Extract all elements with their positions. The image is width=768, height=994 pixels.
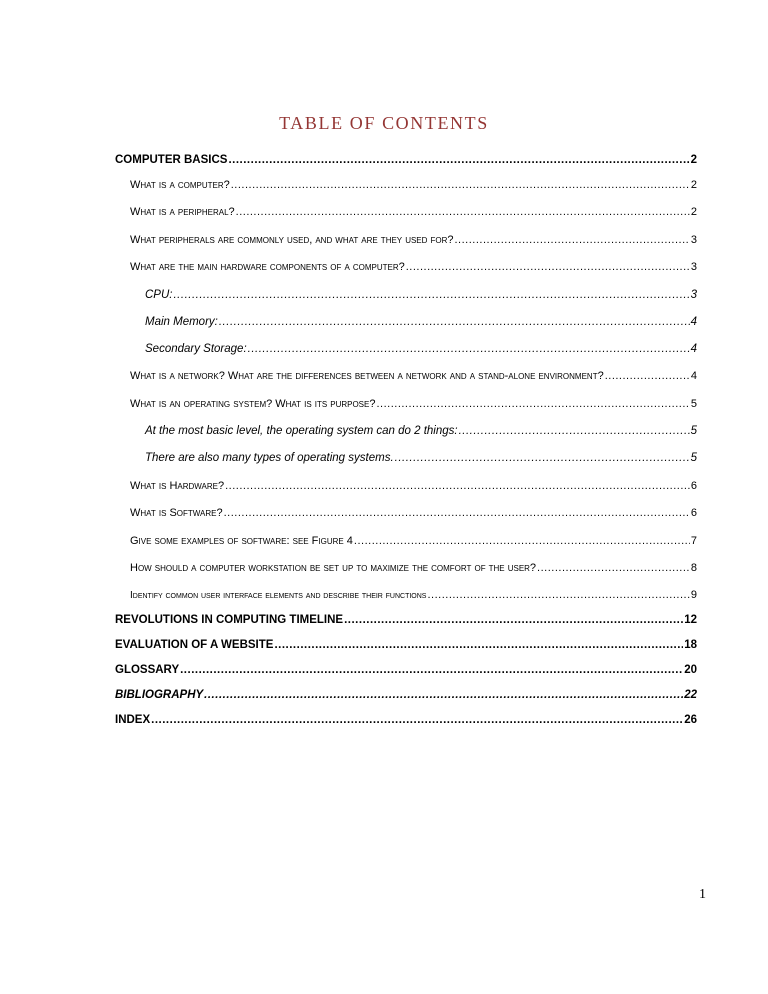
toc-entry-label: Main Memory: [145, 316, 218, 328]
toc-entry-label: Identify common user interface elements and describe their functions [130, 590, 427, 601]
toc-entry-label: CPU: [145, 289, 173, 301]
toc-entry-page: 18 [684, 639, 697, 651]
toc-entry-label: Secondary Storage: [145, 343, 247, 355]
dot-leader [406, 261, 690, 273]
toc-entry-label: What are the main hardware components of a computer? [130, 261, 405, 273]
toc-entry-label: What is a peripheral? [130, 206, 235, 218]
toc-entry-page: 20 [684, 664, 697, 676]
toc-entry-label: What is an operating system? What is its purpose? [130, 398, 376, 410]
dot-leader [248, 343, 690, 355]
toc-entry-label: COMPUTER BASICS [115, 154, 228, 166]
toc-entry-revolutions-timeline[interactable] [115, 614, 697, 626]
page-number: 1 [699, 887, 706, 902]
toc-entry-software[interactable] [130, 507, 697, 519]
dot-leader [204, 689, 683, 701]
toc-entry-page: 3 [690, 234, 697, 246]
dot-leader [344, 614, 683, 626]
toc-entry-hardware[interactable] [130, 480, 697, 492]
dot-leader [605, 370, 690, 382]
toc-entry-computer-basics[interactable] [115, 154, 697, 166]
dot-leader [455, 234, 690, 246]
toc-entry-page: 4 [690, 343, 697, 355]
dot-leader [459, 425, 690, 437]
toc-entry-secondary-storage[interactable] [145, 343, 697, 355]
toc-entry-page: 3 [690, 261, 697, 273]
dot-leader [151, 714, 683, 726]
toc-entry-page: 22 [684, 689, 697, 701]
dot-leader [224, 507, 690, 519]
dot-leader [427, 589, 689, 601]
dot-leader [354, 535, 690, 547]
toc-entry-label: EVALUATION OF A WEBSITE [115, 639, 274, 651]
toc-entry-software-examples[interactable] [130, 535, 697, 547]
toc-entry-main-memory[interactable] [145, 316, 697, 328]
toc-entry-hardware-components[interactable] [130, 261, 697, 273]
dot-leader [537, 562, 690, 574]
toc-entry-label: What is Hardware? [130, 480, 225, 492]
toc-entry-bibliography[interactable] [115, 689, 697, 701]
toc-entry-label: What is a network? What are the differences between a network and a stand-alone environment? [130, 370, 604, 382]
toc-entry-index[interactable] [115, 714, 697, 726]
toc-entry-page: 12 [684, 614, 697, 626]
dot-leader [395, 452, 690, 464]
toc-entry-page: 2 [690, 179, 697, 191]
toc-entry-page: 5 [690, 398, 697, 410]
toc-entry-page: 8 [690, 562, 697, 574]
toc-entry-page: 5 [690, 452, 697, 464]
toc-title: TABLE OF CONTENTS [279, 113, 489, 133]
dot-leader [376, 398, 689, 410]
toc-entry-page: 4 [690, 316, 697, 328]
toc-entry-website-evaluation[interactable] [115, 639, 697, 651]
toc-entry-page: 7 [690, 535, 697, 547]
toc-entry-page: 9 [690, 589, 697, 601]
toc-entry-cpu[interactable] [145, 289, 697, 301]
toc-entry-workstation-setup[interactable] [130, 562, 697, 574]
toc-entry-label: BIBLIOGRAPHY [115, 689, 204, 701]
toc-entry-page: 2 [690, 206, 697, 218]
toc-entry-page: 6 [690, 507, 697, 519]
toc-entry-peripherals-used[interactable] [130, 234, 697, 246]
toc-entry-network[interactable] [130, 370, 697, 382]
toc-entry-label: At the most basic level, the operating system can do 2 things: [145, 425, 458, 437]
dot-leader [180, 664, 683, 676]
dot-leader [225, 480, 690, 492]
toc-entry-os-basic-level[interactable] [145, 425, 697, 437]
toc-entry-label: INDEX [115, 714, 151, 726]
toc-entry-page: 3 [690, 289, 697, 301]
toc-entry-what-is-a-peripheral[interactable] [130, 206, 697, 218]
toc-entry-label: What is a computer? [130, 179, 230, 191]
dot-leader [231, 179, 690, 191]
dot-leader [228, 154, 689, 166]
toc-entry-glossary[interactable] [115, 664, 697, 676]
toc-entry-label: What is Software? [130, 507, 223, 519]
toc-entry-page: 26 [684, 714, 697, 726]
toc-entry-page: 6 [690, 480, 697, 492]
dot-leader [173, 289, 689, 301]
toc-entry-page: 2 [690, 154, 697, 166]
toc-entry-label: Give some examples of software: see Figure 4 [130, 535, 353, 547]
toc-entry-label: How should a computer workstation be set up to maximize the comfort of the user? [130, 562, 537, 574]
toc-entry-operating-system[interactable] [130, 398, 697, 410]
toc-entry-label: GLOSSARY [115, 664, 180, 676]
dot-leader [219, 316, 690, 328]
dot-leader [274, 639, 683, 651]
toc-entry-label: REVOLUTIONS IN COMPUTING TIMELINE [115, 614, 344, 626]
dot-leader [236, 206, 690, 218]
toc-entry-page: 5 [690, 425, 697, 437]
toc-entry-os-types[interactable] [145, 452, 697, 464]
toc-entry-label: There are also many types of operating systems. [145, 452, 394, 464]
toc-entry-ui-elements[interactable] [130, 589, 697, 601]
toc-entry-page: 4 [690, 370, 697, 382]
toc-entry-what-is-a-computer[interactable] [130, 179, 697, 191]
toc-entry-label: What peripherals are commonly used, and what are they used for? [130, 234, 454, 246]
